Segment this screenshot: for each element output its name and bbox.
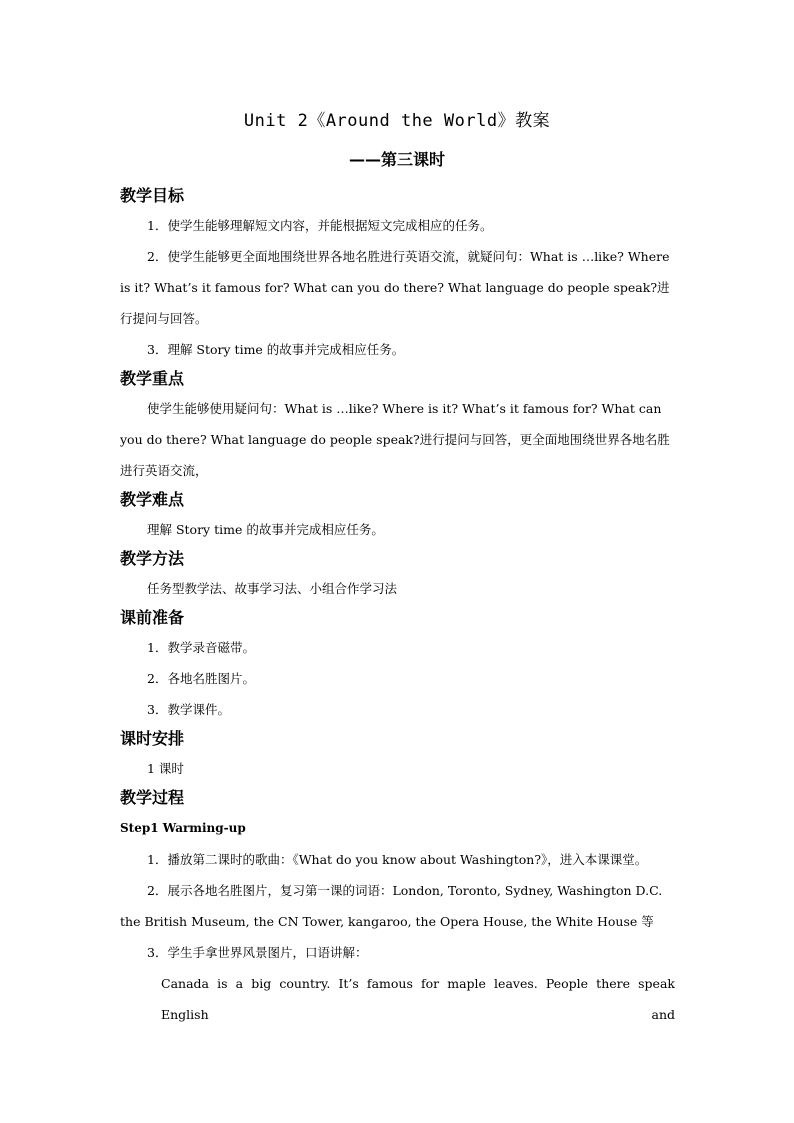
document-body <box>120 182 675 1030</box>
step1-title: Step1 Warming-up <box>120 821 246 835</box>
heading-preparation: 课前准备 <box>120 608 185 627</box>
objective-item-2: 2．使学生能够更全面地围绕世界各地名胜进行英语交流，就疑问句：What is …like? Where is it? What’s it famous for? What can you do there? What language do people speak?进行提问与回答。 <box>120 249 670 326</box>
preparation-item-1: 1．教学录音磁带。 <box>147 640 255 655</box>
heading-methods: 教学方法 <box>120 549 185 568</box>
step1-speech-text: Canada is a big country. It’s famous for maple leaves. People there speak English and <box>161 976 675 1022</box>
step1-item-2: 2．展示各地名胜图片，复习第一课的词语：London, Toronto, Sydney, Washington D.C. the British Museum, the CN Tower, kangaroo, the Opera House, the White House 等 <box>120 883 663 929</box>
key-points-text: 使学生能够使用疑问句：What is …like? Where is it? What’s it famous for? What can you do there? What language do people speak?进行提问与回答，更全面地围绕世界各地名胜进行英语交流， <box>120 401 670 478</box>
difficulties-text: 理解 Story time 的故事并完成相应任务。 <box>147 522 384 537</box>
methods-text: 任务型教学法、故事学习法、小组合作学习法 <box>147 581 398 596</box>
step1-item-3: 3．学生手拿世界风景图片，口语讲解： <box>147 945 368 960</box>
objective-item-1: 1．使学生能够理解短文内容，并能根据短文完成相应的任务。 <box>147 218 493 233</box>
heading-difficulties: 教学难点 <box>120 490 185 509</box>
heading-process: 教学过程 <box>120 788 185 807</box>
title-chinese: 教案 <box>515 111 551 131</box>
heading-objectives: 教学目标 <box>120 186 185 205</box>
objective-item-3: 3．理解 Story time 的故事并完成相应任务。 <box>147 342 405 357</box>
schedule-text: 1 课时 <box>147 761 184 776</box>
preparation-item-3: 3．教学课件。 <box>147 702 230 717</box>
heading-key-points: 教学重点 <box>120 369 185 388</box>
heading-schedule: 课时安排 <box>120 729 185 748</box>
document-title <box>0 106 794 131</box>
step1-item-1: 1．播放第二课时的歌曲：《What do you know about Washington?》，进入本课课堂。 <box>147 852 648 867</box>
preparation-item-2: 2．各地名胜图片。 <box>147 671 255 686</box>
document-subtitle: ——第三课时 <box>348 150 445 169</box>
title-english: Unit 2《Around the World》 <box>243 111 516 131</box>
